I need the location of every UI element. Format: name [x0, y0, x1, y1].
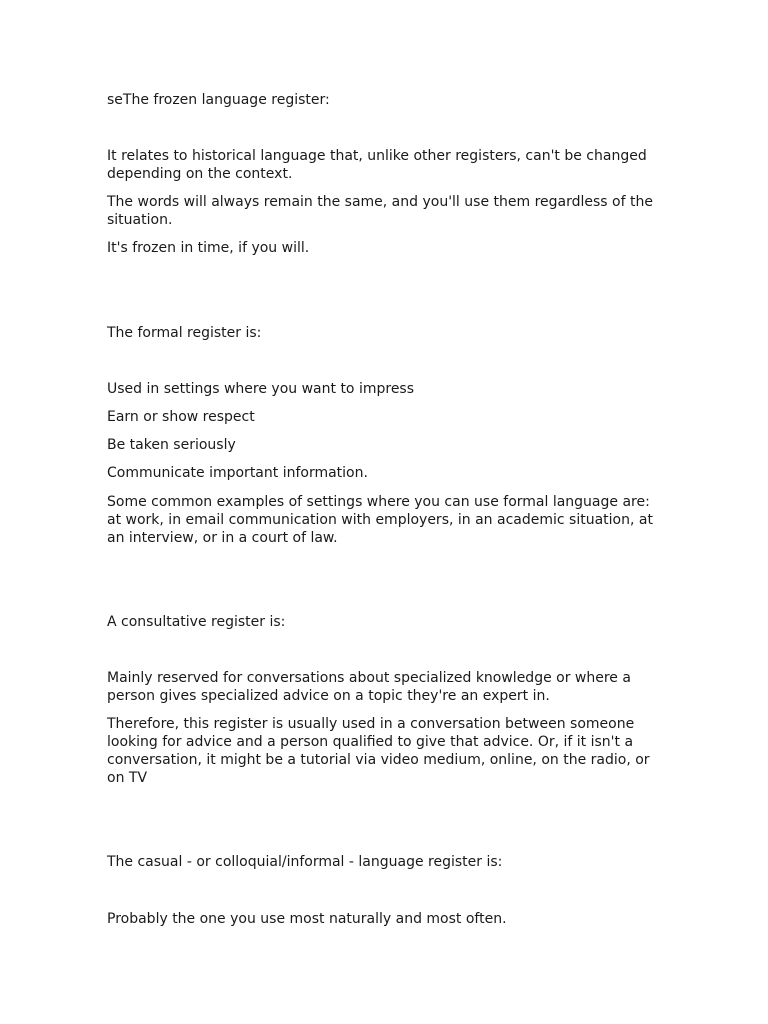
paragraph: Communicate important information.	[107, 465, 368, 481]
section-heading-consultative: A consultative register is:	[107, 614, 286, 630]
paragraph: It relates to historical language that, unlike other registers, can't be changed depending on the context.	[107, 148, 647, 182]
paragraph: Some common examples of settings where you can use formal language are: at work, in email communication with employers, in an academic situation, at an interview, or in a court of law.	[107, 494, 653, 546]
paragraph: Therefore, this register is usually used in a conversation between someone looking for advice and a person qualified to give that advice. Or, if it isn't a conversation, it might be a tutorial via video medium, online, on the radio, or on TV	[107, 716, 650, 786]
section-heading-formal: The formal register is:	[107, 325, 262, 341]
paragraph: Used in settings where you want to impress	[107, 381, 415, 397]
paragraph: The words will always remain the same, and you'll use them regardless of the situation.	[107, 194, 653, 228]
section-heading-frozen: seThe frozen language register:	[107, 92, 330, 108]
paragraph: Mainly reserved for conversations about specialized knowledge or where a person gives specialized advice on a topic they're an expert in.	[107, 670, 631, 704]
paragraph: Earn or show respect	[107, 409, 255, 425]
section-heading-casual: The casual - or colloquial/informal - language register is:	[107, 854, 503, 870]
paragraph: Probably the one you use most naturally and most often.	[107, 911, 507, 927]
paragraph: It's frozen in time, if you will.	[107, 240, 310, 256]
paragraph: Be taken seriously	[107, 437, 236, 453]
